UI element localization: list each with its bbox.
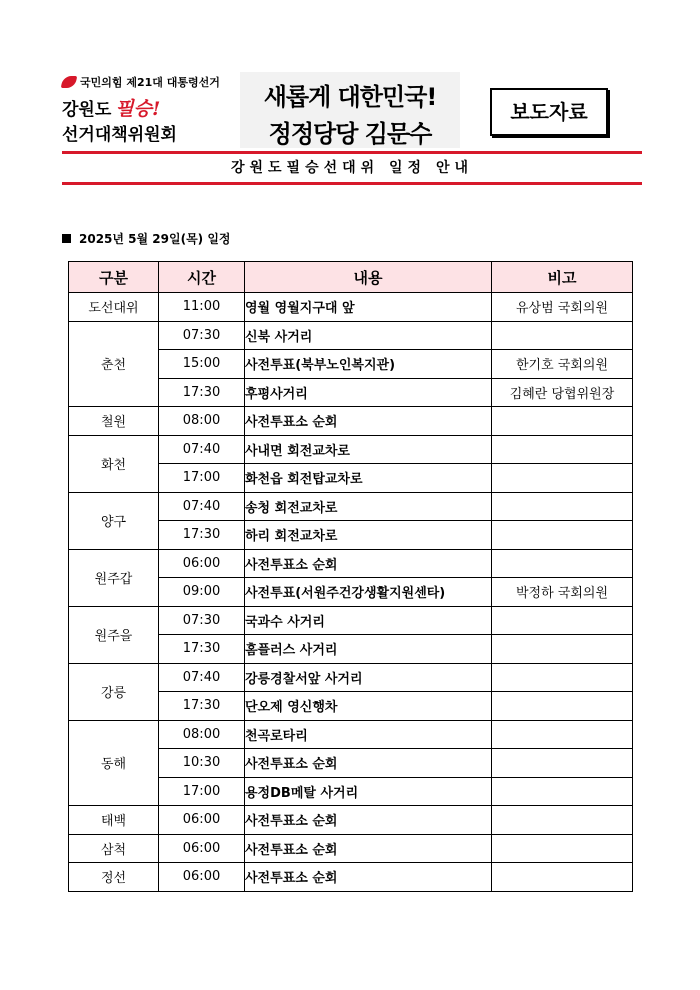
- note-cell: [492, 806, 633, 835]
- time-cell: 06:00: [159, 806, 245, 835]
- time-cell: 17:00: [159, 464, 245, 493]
- content-cell: 송청 회전교차로: [245, 492, 492, 521]
- date-text: 2025년 5월 29일(목) 일정: [79, 232, 231, 246]
- note-cell: [492, 720, 633, 749]
- time-cell: 07:40: [159, 663, 245, 692]
- table-row: [69, 407, 633, 436]
- content-cell: 하리 회전교차로: [245, 521, 492, 550]
- note-cell: [492, 692, 633, 721]
- region-cell: 태백: [69, 806, 159, 835]
- note-cell: [492, 606, 633, 635]
- time-cell: 06:00: [159, 549, 245, 578]
- content-cell: 사내면 회전교차로: [245, 435, 492, 464]
- content-cell: 영월 영월지구대 앞: [245, 293, 492, 322]
- table-row: [69, 834, 633, 863]
- table-header-row: [69, 262, 633, 293]
- content-cell: 강릉경찰서앞 사거리: [245, 663, 492, 692]
- content-cell: 후평사거리: [245, 378, 492, 407]
- note-cell: [492, 407, 633, 436]
- content-cell: 사전투표(북부노인복지관): [245, 350, 492, 379]
- note-cell: [492, 777, 633, 806]
- party-line: 국민의힘 제21대 대통령선거: [80, 76, 220, 89]
- content-cell: 단오제 영신행차: [245, 692, 492, 721]
- top-divider: [62, 151, 642, 154]
- org-accent: 필승!: [115, 98, 161, 120]
- time-cell: 07:30: [159, 321, 245, 350]
- content-cell: 사전투표소 순회: [245, 834, 492, 863]
- region-cell: 화천: [69, 435, 159, 492]
- time-cell: 07:40: [159, 492, 245, 521]
- subtitle: 강원도필승선대위 일정 안내: [230, 160, 474, 176]
- note-cell: [492, 492, 633, 521]
- content-cell: 천곡로타리: [245, 720, 492, 749]
- note-cell: [492, 749, 633, 778]
- schedule-body: [69, 293, 633, 892]
- header-category: 구분: [69, 262, 159, 293]
- square-bullet-icon: [62, 234, 71, 243]
- party-logo-icon: [61, 76, 78, 88]
- content-cell: 국과수 사거리: [245, 606, 492, 635]
- content-cell: 사전투표(서원주건강생활지원센타): [245, 578, 492, 607]
- press-release-header: [62, 72, 642, 150]
- content-cell: 사전투표소 순회: [245, 407, 492, 436]
- date-line: [62, 230, 231, 247]
- table-row: [69, 663, 633, 692]
- content-cell: 사전투표소 순회: [245, 806, 492, 835]
- time-cell: 06:00: [159, 863, 245, 892]
- slogan-line-1: 새롭게 대한민국!: [263, 83, 437, 111]
- table-row: [69, 720, 633, 749]
- slogan-box: [240, 72, 460, 148]
- content-cell: 화천읍 회전탑교차로: [245, 464, 492, 493]
- note-cell: [492, 521, 633, 550]
- region-cell: 강릉: [69, 663, 159, 720]
- time-cell: 11:00: [159, 293, 245, 322]
- table-row: [69, 549, 633, 578]
- table-row: [69, 606, 633, 635]
- table-row: [69, 321, 633, 350]
- time-cell: 07:40: [159, 435, 245, 464]
- note-cell: [492, 464, 633, 493]
- slogan-line-2: 정정당당 김문수: [268, 120, 432, 148]
- region-cell: 원주갑: [69, 549, 159, 606]
- note-cell: [492, 663, 633, 692]
- time-cell: 15:00: [159, 350, 245, 379]
- time-cell: 08:00: [159, 407, 245, 436]
- content-cell: 용정DB메탈 사거리: [245, 777, 492, 806]
- time-cell: 10:30: [159, 749, 245, 778]
- header-time: 시간: [159, 262, 245, 293]
- time-cell: 17:30: [159, 521, 245, 550]
- note-cell: [492, 635, 633, 664]
- note-cell: [492, 321, 633, 350]
- time-cell: 17:00: [159, 777, 245, 806]
- time-cell: 17:30: [159, 378, 245, 407]
- time-cell: 07:30: [159, 606, 245, 635]
- region-cell: 정선: [69, 863, 159, 892]
- table-row: [69, 863, 633, 892]
- content-cell: 홈플러스 사거리: [245, 635, 492, 664]
- content-cell: 사전투표소 순회: [245, 863, 492, 892]
- content-cell: 사전투표소 순회: [245, 549, 492, 578]
- time-cell: 09:00: [159, 578, 245, 607]
- content-cell: 사전투표소 순회: [245, 749, 492, 778]
- press-release-label: 보도자료: [490, 88, 608, 136]
- note-cell: 유상범 국회의원: [492, 293, 633, 322]
- campaign-logo: [62, 74, 237, 148]
- org-name-2: 선거대책위원회: [62, 125, 177, 145]
- region-cell: 철원: [69, 407, 159, 436]
- note-cell: [492, 435, 633, 464]
- note-cell: 한기호 국회의원: [492, 350, 633, 379]
- content-cell: 신북 사거리: [245, 321, 492, 350]
- schedule-table: [68, 261, 633, 892]
- region-cell: 양구: [69, 492, 159, 549]
- table-row: [69, 435, 633, 464]
- note-cell: 김혜란 당협위원장: [492, 378, 633, 407]
- region-cell: 도선대위: [69, 293, 159, 322]
- table-row: [69, 806, 633, 835]
- time-cell: 06:00: [159, 834, 245, 863]
- note-cell: 박정하 국회의원: [492, 578, 633, 607]
- time-cell: 17:30: [159, 692, 245, 721]
- region-cell: 원주을: [69, 606, 159, 663]
- table-row: [69, 293, 633, 322]
- bottom-divider: [62, 182, 642, 185]
- header-note: 비고: [492, 262, 633, 293]
- time-cell: 17:30: [159, 635, 245, 664]
- table-row: [69, 492, 633, 521]
- region-cell: 동해: [69, 720, 159, 806]
- region-cell: 삼척: [69, 834, 159, 863]
- note-cell: [492, 834, 633, 863]
- region-cell: 춘천: [69, 321, 159, 407]
- time-cell: 08:00: [159, 720, 245, 749]
- note-cell: [492, 549, 633, 578]
- header-content: 내용: [245, 262, 492, 293]
- note-cell: [492, 863, 633, 892]
- org-name: 강원도: [62, 100, 112, 120]
